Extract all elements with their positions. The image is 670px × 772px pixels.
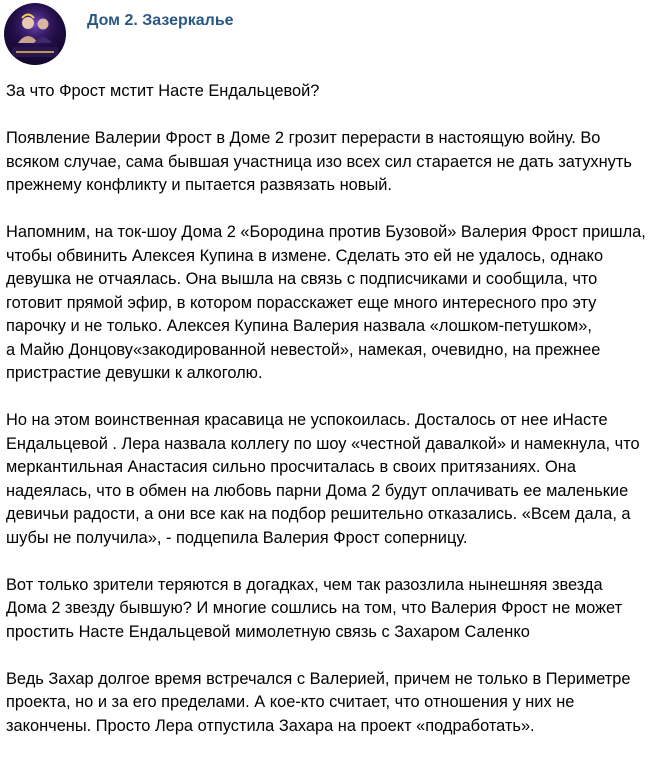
- avatar-graphic: [4, 3, 66, 65]
- post-paragraph: Появление Валерии Фрост в Доме 2 грозит перерасти в настоящую войну. Во всяком случае, сама бывшая участница изо всех сил старается не дать затухнуть прежнему конфликту и пытается развязать новый.: [6, 129, 632, 194]
- post-header: [0, 0, 670, 66]
- community-name-link[interactable]: Дом 2. Зазеркалье: [87, 12, 234, 29]
- post-title: За что Фрост мстит Насте Ендальцевой?: [6, 82, 320, 100]
- post-paragraph: Вот только зрители теряются в догадках, чем так разозлила нынешняя звезда Дома 2 звезду бывшую? И многие сошлись на том, что Валерия Фрост не может простить Насте Ендальцевой мимолетную связь с Захаром Саленко: [6, 575, 623, 641]
- post-paragraph: Но на этом воинственная красавица не успокоилась. Досталось от нее иНасте Ендальцевой . Лера назвала коллегу по шоу «честной давалкой» и намекнула, что меркантильная Анастасия сильно просчиталась в своих притязаниях. Она надеялась, что в обмен на любовь парни Дома 2 будут оплачивать ее маленькие девичьи радости, а они все как на подбор решительно отказались. «Всем дала, а шубы не получила», - подцепила Валерия Фрост соперницу.: [6, 411, 640, 547]
- post-paragraph: Напомним, на ток-шоу Дома 2 «Бородина против Бузовой» Валерия Фрост пришла, чтобы обвинить Алексея Купина в измене. Сделать это ей не удалось, однако девушка не отчаялась. Она вышла на связь с подписчиками и сообщила, что готовит прямой эфир, в котором порасскажет еще много интересного про эту парочку и не только. Алексея Купина Валерия назвала «лошком-петушком», а Майю Донцову«закодированной невестой», намекая, очевидно, на прежнее пристрастие девушки к алкоголю.: [6, 223, 646, 382]
- post-text: [6, 80, 666, 762]
- community-avatar-icon[interactable]: [4, 3, 66, 65]
- post-paragraph: Ведь Захар долгое время встречался с Валерией, причем не только в Периметре проекта, но и за его пределами. А кое-кто считает, что отношения у них не закончены. Просто Лера отпустила Захара на проект «подработать».: [6, 669, 631, 735]
